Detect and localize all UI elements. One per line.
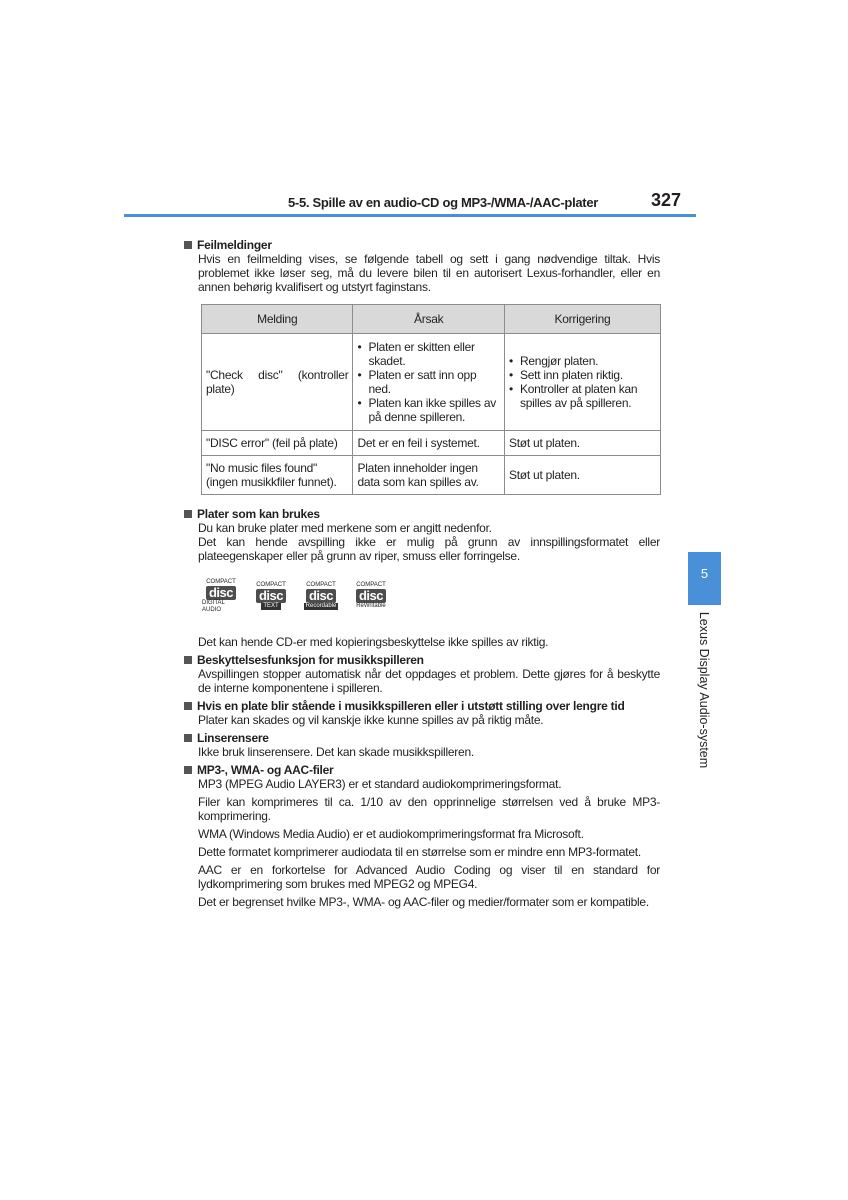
section-body: Filer kan komprimeres til ca. 1/10 av den opprinnelige størrelsen ved å bruke MP3-komprimering. bbox=[198, 795, 660, 823]
page-content bbox=[184, 238, 660, 909]
section-body: Det kan hende avspilling ikke er mulig på grunn av innspillingsformatet eller plateegenskaper eller på grunn av riper, smuss eller forringelse. bbox=[198, 535, 660, 563]
list-item: • Sett inn platen riktig. bbox=[509, 368, 656, 382]
table-header-row bbox=[202, 305, 661, 334]
section-heading-feilmeldinger bbox=[184, 238, 660, 252]
column-header-melding: Melding bbox=[202, 305, 353, 334]
table-cell-korrigering: Støt ut platen. bbox=[504, 431, 660, 456]
section-heading-linserensere bbox=[184, 731, 660, 745]
section-title: Plater som kan brukes bbox=[197, 507, 320, 521]
section-body: Du kan bruke plater med merkene som er angitt nedenfor. bbox=[198, 521, 492, 535]
compact-disc-rewritable-logo: COMPACT disc ReWritable bbox=[356, 582, 386, 609]
list-item: • Kontroller at platen kan spilles av på spilleren. bbox=[509, 382, 656, 410]
disc-logo-row bbox=[202, 578, 660, 613]
list-item: • Platen kan ikke spilles av på denne spilleren. bbox=[357, 396, 499, 424]
chapter-tab bbox=[688, 552, 721, 605]
section-title: Beskyttelsesfunksjon for musikkspilleren bbox=[197, 653, 424, 667]
section-body: Avspillingen stopper automatisk når det oppdages et problem. Dette gjøres for å beskytte de interne komponentene i spilleren. bbox=[198, 667, 660, 695]
column-header-arsak: Årsak bbox=[353, 305, 504, 334]
list-item: • Platen er satt inn opp ned. bbox=[357, 368, 499, 396]
table-cell-korrigering bbox=[504, 334, 660, 431]
table-cell-arsak bbox=[353, 334, 504, 431]
section-body: Det kan hende CD-er med kopieringsbeskyttelse ikke spilles av riktig. bbox=[198, 635, 549, 649]
section-title: Linserensere bbox=[197, 731, 269, 745]
table-cell-melding: "Check disc" (kontroller plate) bbox=[202, 334, 353, 431]
section-heading-plater bbox=[184, 507, 660, 521]
table-cell-arsak: Det er en feil i systemet. bbox=[353, 431, 504, 456]
section-body: Dette formatet komprimerer audiodata til en størrelse som er mindre enn MP3-formatet. bbox=[198, 845, 641, 859]
section-title: Feilmeldinger bbox=[197, 238, 272, 252]
section-title: MP3-, WMA- og AAC-filer bbox=[197, 763, 334, 777]
section-title: Hvis en plate blir stående i musikkspilleren eller i utstøtt stilling over lengre tid bbox=[197, 699, 625, 713]
table-cell-melding: "DISC error" (feil på plate) bbox=[202, 431, 353, 456]
section-body: AAC er en forkortelse for Advanced Audio Coding og viser til en standard for lydkomprimering som brukes med MPEG2 og MPEG4. bbox=[198, 863, 660, 891]
chapter-label: Lexus Display Audio-system bbox=[697, 611, 711, 769]
square-bullet-icon bbox=[184, 656, 192, 664]
table-cell-korrigering: Støt ut platen. bbox=[504, 456, 660, 495]
table-row bbox=[202, 334, 661, 431]
square-bullet-icon bbox=[184, 734, 192, 742]
square-bullet-icon bbox=[184, 241, 192, 249]
section-body: Det er begrenset hvilke MP3-, WMA- og AAC-filer og medier/formater som er kompatible. bbox=[198, 895, 649, 909]
error-message-table bbox=[201, 304, 661, 495]
chapter-number: 5 bbox=[700, 566, 709, 581]
column-header-korrigering: Korrigering bbox=[504, 305, 660, 334]
table-row bbox=[202, 456, 661, 495]
compact-disc-recordable-logo: COMPACT disc Recordable bbox=[305, 582, 337, 609]
list-item: • Platen er skitten eller skadet. bbox=[357, 340, 499, 368]
section-body: WMA (Windows Media Audio) er et audiokomprimeringsformat fra Microsoft. bbox=[198, 827, 584, 841]
header-title: 5-5. Spille av en audio-CD og MP3-/WMA-/AAC-plater bbox=[288, 195, 599, 210]
compact-disc-text-logo: COMPACT disc TEXT bbox=[256, 582, 286, 609]
list-item: • Rengjør platen. bbox=[509, 354, 656, 368]
compact-disc-digital-audio-logo: COMPACT disc DIGITAL AUDIO bbox=[202, 578, 236, 613]
table-cell-melding: "No music files found" (ingen musikkfiler funnet). bbox=[202, 456, 353, 495]
section-body: Plater kan skades og vil kanskje ikke kunne spilles av på riktig måte. bbox=[198, 713, 544, 727]
square-bullet-icon bbox=[184, 702, 192, 710]
section-body: Hvis en feilmelding vises, se følgende tabell og sett i gang nødvendige tiltak. Hvis problemet ikke løser seg, må du levere bilen til en autorisert Lexus-forhandler, eller en annen behørig kvalifisert og utstyrt faginstans. bbox=[198, 252, 660, 294]
section-heading-beskyttelse bbox=[184, 653, 660, 667]
section-heading-filer bbox=[184, 763, 660, 777]
section-body: Ikke bruk linserensere. Det kan skade musikkspilleren. bbox=[198, 745, 474, 759]
square-bullet-icon bbox=[184, 766, 192, 774]
section-heading-stilling bbox=[184, 699, 660, 713]
table-row bbox=[202, 431, 661, 456]
table-cell-arsak: Platen inneholder ingen data som kan spilles av. bbox=[353, 456, 504, 495]
header-rule bbox=[124, 214, 696, 217]
page-number: 327 bbox=[651, 190, 682, 210]
section-body: MP3 (MPEG Audio LAYER3) er et standard audiokomprimeringsformat. bbox=[198, 777, 562, 791]
square-bullet-icon bbox=[184, 510, 192, 518]
